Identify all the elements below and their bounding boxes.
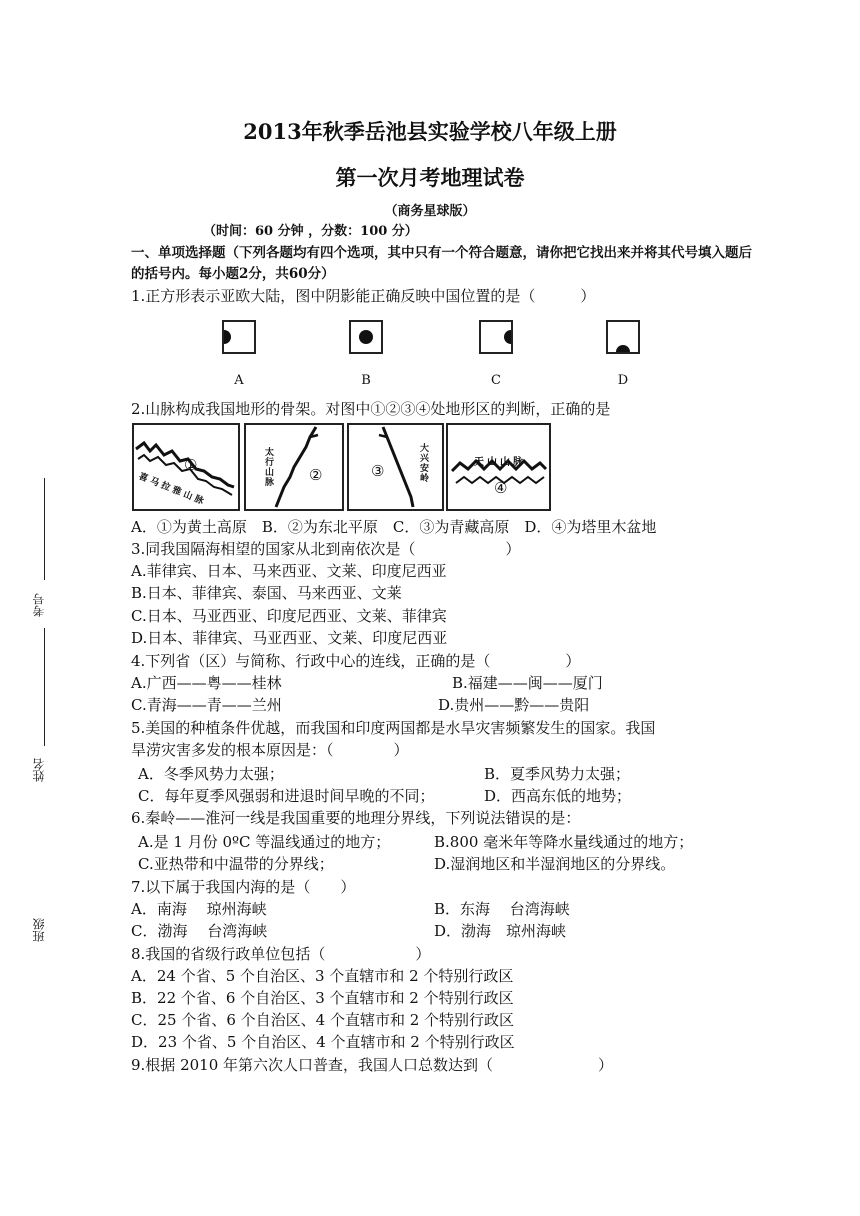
q3-option-d: D.日本、菲律宾、马亚西亚、文莱、印度尼西亚 xyxy=(131,629,448,647)
q4-option-b: B.福建——闽——厦门 xyxy=(452,674,603,692)
map-d-mountain: 天山山脉 xyxy=(474,457,526,468)
section1-heading-line1: 一、单项选择题（下列各题均有四个选项，其中只有一个符合题意，请你把它找出来并将其代号填入题后 xyxy=(131,245,752,261)
q5-text-line2: 旱涝灾害多发的根本原因是：（ ） xyxy=(131,741,409,759)
q8-option-c: C．25 个省、6 个自治区、4 个直辖市和 2 个特别行政区 xyxy=(131,1011,515,1029)
q2-map-b xyxy=(244,423,344,511)
q1-label-d: D xyxy=(617,373,629,388)
margin-label-xingming: 姓名 xyxy=(32,758,46,782)
margin-line-top xyxy=(44,478,45,580)
q9-text: 9.根据 2010 年第六次人口普查，我国人口总数达到（ ） xyxy=(131,1056,614,1074)
q1-text: 1.正方形表示亚欧大陆，图中阴影能正确反映中国位置的是（ ） xyxy=(131,287,596,305)
q4-option-c: C.青海——青——兰州 xyxy=(131,696,282,714)
exam-title-line2: 第一次月考地理试卷 xyxy=(335,165,525,190)
q3-option-b: B.日本、菲律宾、泰国、马来西亚、文莱 xyxy=(131,584,402,602)
q8-option-d: D．23 个省、5 个自治区、4 个直辖市和 2 个特别行政区 xyxy=(131,1033,515,1051)
shaded-dot-b xyxy=(359,330,373,344)
q4-option-a: A.广西——粤——桂林 xyxy=(131,674,282,692)
q1-square-c xyxy=(479,320,513,354)
q7-option-c: C．渤海 台湾海峡 xyxy=(131,922,268,940)
q4-text: 4.下列省（区）与简称、行政中心的连线，正确的是（ ） xyxy=(131,652,581,670)
q5-option-c: C．每年夏季风强弱和进退时间早晚的不同； xyxy=(138,787,435,805)
q5-option-b: B．夏季风势力太强； xyxy=(484,765,631,783)
q7-option-b: B．东海 台湾海峡 xyxy=(434,900,570,918)
q8-option-b: B．22 个省、6 个自治区、3 个直辖市和 2 个特别行政区 xyxy=(131,989,514,1007)
map-a-num: ① xyxy=(184,456,198,474)
section1-heading-line2: 的括号内。每小题2分，共60分） xyxy=(131,266,335,282)
q1-label-c: C xyxy=(491,373,501,388)
q3-text: 3.同我国隔海相望的国家从北到南依次是（ ） xyxy=(131,540,521,558)
q6-option-d: D.湿润地区和半湿润地区的分界线。 xyxy=(434,855,676,873)
q4-option-d: D.贵州——黔——贵阳 xyxy=(438,696,590,714)
q1-square-a xyxy=(222,320,256,354)
margin-line-middle xyxy=(44,628,45,746)
margin-label-banji: 班级 xyxy=(32,918,46,942)
q7-option-d: D．渤海 琼州海峡 xyxy=(434,922,567,940)
q1-square-d xyxy=(606,320,640,354)
map-d-num: ④ xyxy=(494,479,508,497)
map-a-mountain: 喜马拉雅山脉 xyxy=(137,471,208,509)
q1-label-a: A xyxy=(234,373,244,388)
q2-map-a xyxy=(132,423,240,511)
q2-text: 2.山脉构成我国地形的骨架。对图中①②③④处地形区的判断，正确的是 xyxy=(131,400,611,418)
q2-options: A．①为黄土高原 B．②为东北平原 C．③为青藏高原 D．④为塔里木盆地 xyxy=(131,518,657,536)
map-c-mountain: 大兴安岭 xyxy=(418,443,428,483)
q5-text-line1: 5.美国的种植条件优越，而我国和印度两国都是水旱灾害频繁发生的国家。我国 xyxy=(131,719,656,737)
map-b-num: ② xyxy=(309,466,323,484)
exam-title-line1: 2013年秋季岳池县实验学校八年级上册 xyxy=(243,119,617,144)
margin-label-kaohao: 考号 xyxy=(32,593,46,617)
shaded-dot-d xyxy=(616,345,630,354)
q8-text: 8.我国的省级行政单位包括（ ） xyxy=(131,945,431,963)
q8-option-a: A．24 个省、5 个自治区、3 个直辖市和 2 个特别行政区 xyxy=(131,967,514,985)
q6-option-c: C.亚热带和中温带的分界线； xyxy=(138,855,334,873)
q6-option-a: A.是 1 月份 0ºC 等温线通过的地方； xyxy=(138,833,391,851)
q6-option-b: B.800 毫米年等降水量线通过的地方； xyxy=(434,833,694,851)
q3-option-a: A.菲律宾、日本、马来西亚、文莱、印度尼西亚 xyxy=(131,562,447,580)
map-b-mountain: 太行山脉 xyxy=(263,447,273,487)
q1-square-b xyxy=(349,320,383,354)
q1-label-b: B xyxy=(361,373,371,388)
q2-map-c xyxy=(347,423,444,511)
time-score-label: （时间：60 分钟 ，分数：100 分） xyxy=(203,224,418,239)
q3-option-c: C.日本、马亚西亚、印度尼西亚、文莱、菲律宾 xyxy=(131,607,447,625)
q5-option-a: A．冬季风势力太强； xyxy=(138,765,284,783)
q7-text: 7.以下属于我国内海的是（ ） xyxy=(131,878,356,896)
shaded-dot-c xyxy=(504,330,513,344)
q5-option-d: D．西高东低的地势； xyxy=(484,787,632,805)
q7-option-a: A．南海 琼州海峡 xyxy=(131,900,267,918)
shaded-dot-a xyxy=(222,330,231,344)
q2-map-d xyxy=(446,423,551,511)
edition-label: （商务星球版） xyxy=(384,204,476,219)
q6-text: 6.秦岭——淮河一线是我国重要的地理分界线，下列说法错误的是： xyxy=(131,809,581,827)
map-c-num: ③ xyxy=(371,462,385,480)
